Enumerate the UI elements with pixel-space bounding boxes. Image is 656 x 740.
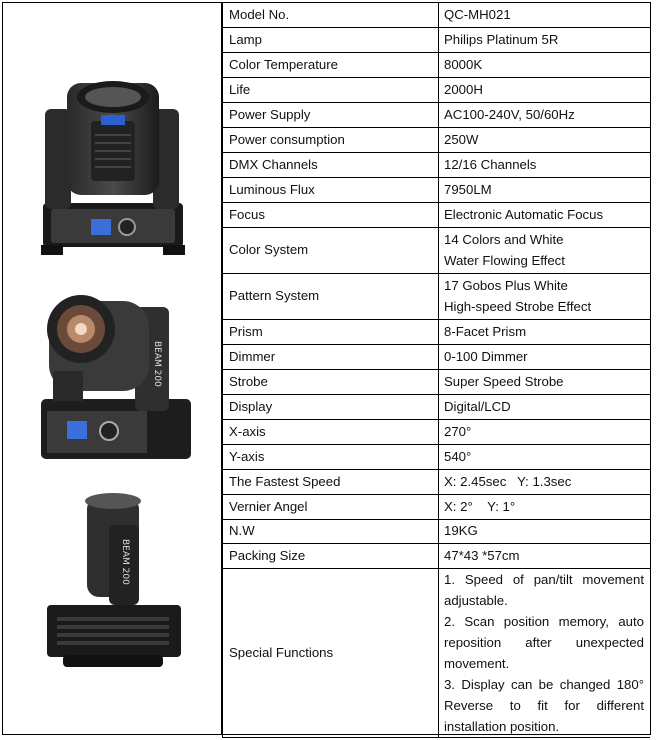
spec-row	[223, 28, 651, 53]
spec-label: Vernier Angel	[223, 495, 439, 520]
spec-sheet	[2, 2, 651, 735]
spec-value-line: Water Flowing Effect	[444, 252, 565, 268]
spec-row	[223, 395, 651, 420]
spec-label: The Fastest Speed	[223, 470, 439, 495]
spec-row	[223, 420, 651, 445]
spec-value-line: 17 Gobos Plus White	[444, 278, 568, 293]
spec-label: Y-axis	[223, 445, 439, 470]
spec-value: 8000K	[439, 53, 651, 78]
spec-value	[439, 228, 651, 274]
spec-value: QC-MH021	[439, 3, 651, 28]
spec-row	[223, 370, 651, 395]
product-photo-angled	[23, 271, 201, 471]
spec-value-line: High-speed Strobe Effect	[444, 298, 592, 314]
spec-value: 0-100 Dimmer	[439, 345, 651, 370]
spec-label: Power Supply	[223, 103, 439, 128]
spec-row	[223, 445, 651, 470]
beam-200-label-rear: BEAM 200	[120, 539, 130, 585]
spec-label: Model No.	[223, 3, 439, 28]
spec-label: Color System	[223, 228, 439, 274]
spec-row	[223, 320, 651, 345]
spec-value: 270°	[439, 420, 651, 445]
spec-row	[223, 103, 651, 128]
spec-row	[223, 203, 651, 228]
spec-label: Special Functions	[223, 569, 439, 738]
spec-label: Dimmer	[223, 345, 439, 370]
spec-row	[223, 544, 651, 569]
spec-row-special	[223, 569, 651, 738]
spec-row	[223, 3, 651, 28]
spec-row	[223, 495, 651, 520]
spec-label: Strobe	[223, 370, 439, 395]
spec-value: 540°	[439, 445, 651, 470]
spec-value: X: 2.45sec Y: 1.3sec	[439, 470, 651, 495]
spec-label: Display	[223, 395, 439, 420]
spec-label: Pattern System	[223, 274, 439, 320]
product-photo-rear	[23, 487, 201, 677]
spec-label: Packing Size	[223, 544, 439, 569]
spec-value: 19KG	[439, 520, 651, 544]
spec-row	[223, 128, 651, 153]
spec-label: Prism	[223, 320, 439, 345]
spec-value: Philips Platinum 5R	[439, 28, 651, 53]
spec-row	[223, 53, 651, 78]
spec-label: Focus	[223, 203, 439, 228]
spec-value: 12/16 Channels	[439, 153, 651, 178]
spec-value: 2000H	[439, 78, 651, 103]
spec-label: DMX Channels	[223, 153, 439, 178]
spec-value: Digital/LCD	[439, 395, 651, 420]
spec-label: X-axis	[223, 420, 439, 445]
spec-value: 8-Facet Prism	[439, 320, 651, 345]
spec-label: Life	[223, 78, 439, 103]
product-photo-front	[23, 69, 201, 259]
spec-row	[223, 228, 651, 274]
spec-row	[223, 345, 651, 370]
spec-label: Power consumption	[223, 128, 439, 153]
product-photo-column	[3, 3, 222, 734]
spec-value: 7950LM	[439, 178, 651, 203]
special-function-item: 2. Scan position memory, auto reposition after unexpected movement.	[444, 614, 644, 671]
spec-value: 250W	[439, 128, 651, 153]
spec-row	[223, 470, 651, 495]
spec-row	[223, 178, 651, 203]
spec-row	[223, 153, 651, 178]
spec-label: N.W	[223, 520, 439, 544]
spec-value: AC100-240V, 50/60Hz	[439, 103, 651, 128]
special-functions-list	[439, 569, 651, 738]
spec-value: X: 2° Y: 1°	[439, 495, 651, 520]
spec-value	[439, 274, 651, 320]
spec-label: Luminous Flux	[223, 178, 439, 203]
spec-value: Super Speed Strobe	[439, 370, 651, 395]
spec-table	[222, 3, 650, 738]
special-function-item: 1. Speed of pan/tilt movement adjustable.	[444, 572, 644, 608]
spec-row	[223, 78, 651, 103]
spec-value: Electronic Automatic Focus	[439, 203, 651, 228]
beam-200-label: BEAM 200	[152, 341, 162, 387]
special-function-item: 3. Display can be changed 180° Reverse to fit for different installation position.	[444, 677, 644, 734]
spec-row	[223, 274, 651, 320]
spec-value: 47*43 *57cm	[439, 544, 651, 569]
spec-label: Color Temperature	[223, 53, 439, 78]
spec-label: Lamp	[223, 28, 439, 53]
spec-value-line: 14 Colors and White	[444, 232, 564, 247]
spec-row	[223, 520, 651, 544]
